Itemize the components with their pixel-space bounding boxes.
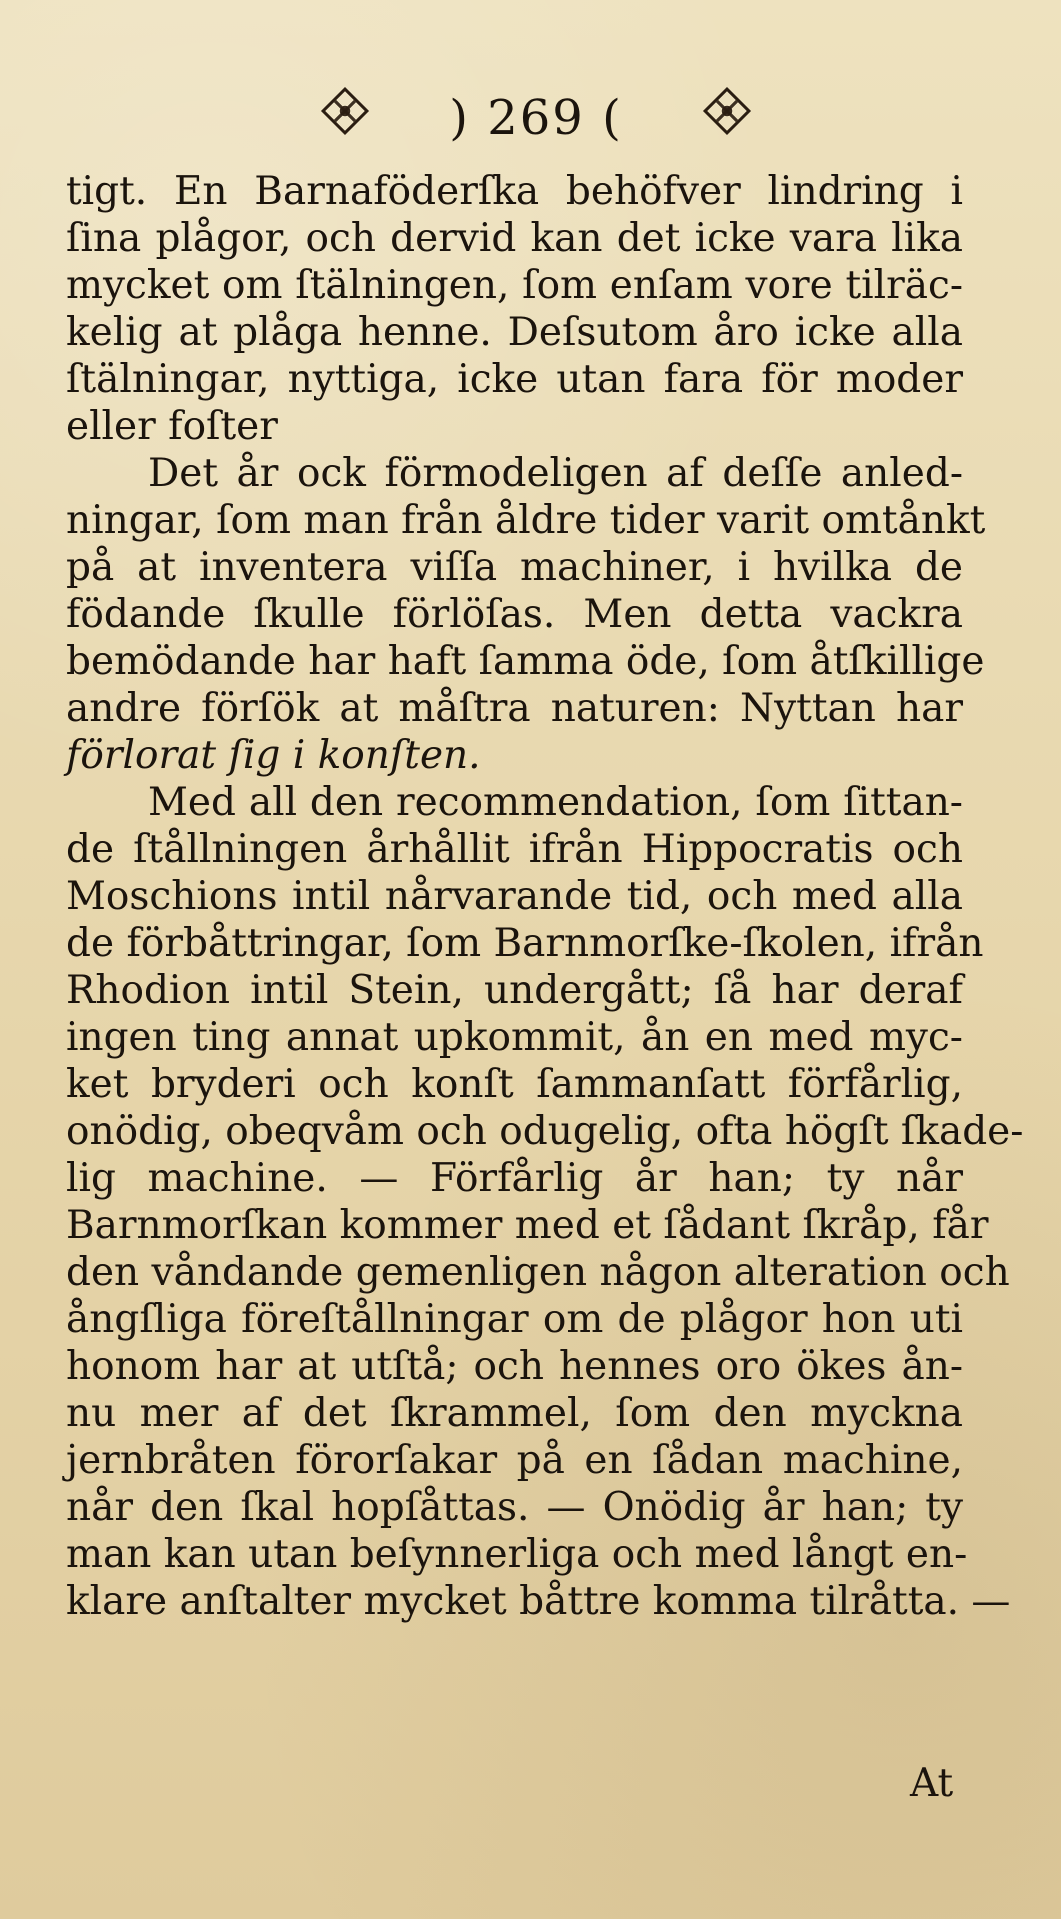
text-line-31: klare anſtalter mycket båttre komma tilråtta. — <box>66 1579 1011 1624</box>
text-line-25: ångſliga föreſtållningar om de plågor hon uti <box>66 1297 963 1342</box>
text-line-15: de ſtållningen århållit ifrån Hippocratis och <box>66 827 963 872</box>
text-line-2: ſina plågor, och dervid kan det icke vara lika <box>66 216 963 261</box>
text-line-6: eller foſter <box>66 404 278 449</box>
text-line-14: Med all den recommendation, ſom ſittan- <box>148 780 963 825</box>
text-line-22: lig machine. — Förfårlig år han; ty når <box>66 1156 963 1201</box>
text-line-12: andre förſök at måſtra naturen: Nyttan har <box>66 686 963 731</box>
text-line-24: den våndande gemenligen någon alteration och <box>66 1250 1010 1295</box>
page-number: ) 269 ( <box>449 90 623 146</box>
text-line-20: ket bryderi och konſt ſammanſatt förfårlig, <box>66 1062 963 1107</box>
body-text <box>66 168 1024 1818</box>
text-line-10: födande ſkulle förlöſas. Men detta vackra <box>66 592 963 637</box>
text-line-18: Rhodion intil Stein, undergått; ſå har deraf <box>66 968 963 1013</box>
text-line-30: man kan utan beſynnerliga och med långt en- <box>66 1532 968 1577</box>
text-line-9: på at inventera viſſa machiner, i hvilka de <box>66 545 963 590</box>
text-line-27: nu mer af det ſkrammel, ſom den myckna <box>66 1391 963 1436</box>
text-line-13: förlorat ſig i konſten. <box>66 733 481 778</box>
text-line-11: bemödande har haft ſamma öde, ſom åtſkillige <box>66 639 985 684</box>
left-ornament-icon <box>321 87 369 135</box>
page-header <box>0 88 1061 148</box>
text-line-23: Barnmorſkan kommer med et ſådant ſkråp, får <box>66 1203 989 1248</box>
text-line-29: når den ſkal hopſåttas. — Onödig år han; ty <box>66 1485 963 1530</box>
catchword: At <box>910 1761 954 1806</box>
text-line-26: honom har at utſtå; och hennes oro ökes ån- <box>66 1344 963 1389</box>
text-line-8: ningar, ſom man från åldre tider varit omtånkt <box>66 498 986 543</box>
text-line-3: mycket om ſtälningen, ſom enſam vore tilräc- <box>66 263 963 308</box>
text-line-17: de förbåttringar, ſom Barnmorſke-ſkolen, ifrån <box>66 921 984 966</box>
text-line-4: kelig at plåga henne. Deſsutom åro icke alla <box>66 310 963 355</box>
text-line-21: onödig, obeqvåm och odugelig, ofta högſt ſkade- <box>66 1109 1024 1154</box>
right-ornament-icon <box>703 87 751 135</box>
text-line-1: tigt. En Barnaföderſka behöfver lindring i <box>66 169 963 214</box>
text-line-28: jernbråten förorſakar på en ſådan machine, <box>66 1438 963 1483</box>
text-line-5: ſtälningar, nyttiga, icke utan fara för moder <box>66 357 963 402</box>
text-line-19: ingen ting annat upkommit, ån en med myc- <box>66 1015 963 1060</box>
text-line-16: Moschions intil nårvarande tid, och med alla <box>66 874 963 919</box>
text-line-7: Det år ock förmodeligen af deſſe anled- <box>148 451 963 496</box>
